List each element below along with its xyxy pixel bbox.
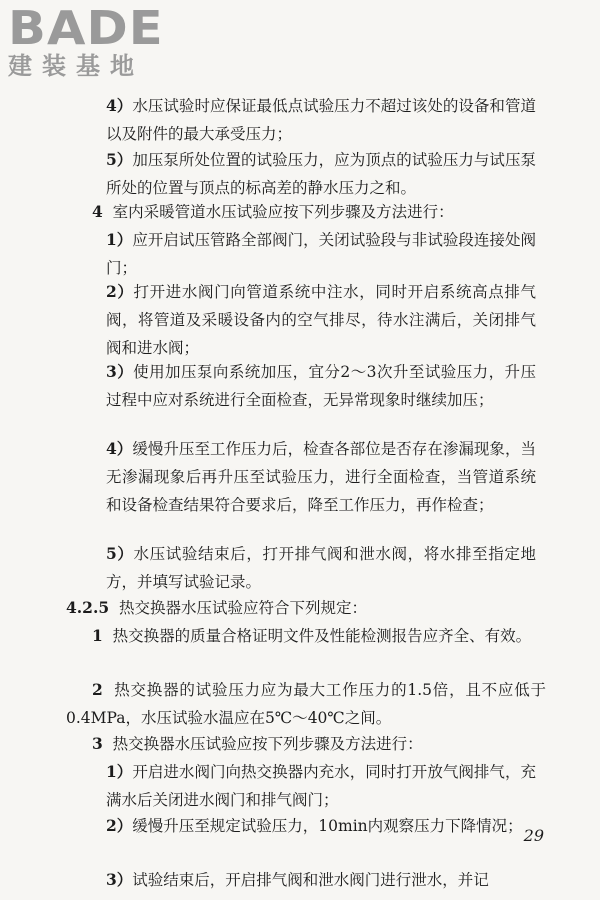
- list-item: 3）使用加压泵向系统加压，宜分2～3次升至试验压力，升压过程中应对系统进行全面检查，无异常现象时继续加压；: [106, 362, 536, 409]
- list-item: 3 热交换器水压试验应按下列步骤及方法进行：: [92, 734, 423, 753]
- list-item: 4 室内采暖管道水压试验应按下列步骤及方法进行：: [92, 202, 454, 221]
- logo-subtitle: 建装基地: [8, 52, 144, 80]
- list-item: 4）水压试验时应保证最低点试验压力不超过该处的设备和管道以及附件的最大承受压力；: [106, 96, 536, 143]
- list-item: 5）加压泵所处位置的试验压力，应为顶点的试验压力与试压泵所处的位置与顶点的标高差的静水压力之和。: [106, 150, 536, 197]
- list-item: 1 热交换器的质量合格证明文件及性能检测报告应齐全、有效。: [92, 626, 532, 645]
- bade-logo: [8, 1, 178, 80]
- list-item: 1）开启进水阀门向热交换器内充水，同时打开放气阀排气，充满水后关闭进水阀门和排气阀门；: [106, 762, 536, 809]
- list-item: 2）打开进水阀门向管道系统中注水，同时开启系统高点排气阀，将管道及采暖设备内的空气排尽，待水注满后，关闭排气阀和进水阀；: [106, 282, 536, 357]
- list-item: 2）缓慢升压至规定试验压力，10min内观察压力下降情况；: [106, 816, 523, 835]
- list-item: 1）应开启试压管路全部阀门，关闭试验段与非试验段连接处阀门；: [106, 230, 536, 277]
- list-item: 5）水压试验结束后，打开排气阀和泄水阀，将水排至指定地方，并填写试验记录。: [106, 544, 536, 591]
- section-heading: 4.2.5 热交换器水压试验应符合下列规定：: [66, 598, 368, 617]
- list-item: 2 热交换器的试验压力应为最大工作压力的1.5倍，且不应低于0.4MPa，水压试验水温应在5℃～40℃之间。: [66, 680, 547, 727]
- page-number: 29: [523, 826, 544, 845]
- logo-brand: BADE: [8, 1, 164, 55]
- list-item: 4）缓慢升压至工作压力后，检查各部位是否存在渗漏现象，当无渗漏现象后再升压至试验压力，进行全面检查，当管道系统和设备检查结果符合要求后，降至工作压力，再作检查；: [106, 439, 536, 514]
- list-item: 3）试验结束后，开启排气阀和泄水阀门进行泄水，并记: [106, 870, 489, 889]
